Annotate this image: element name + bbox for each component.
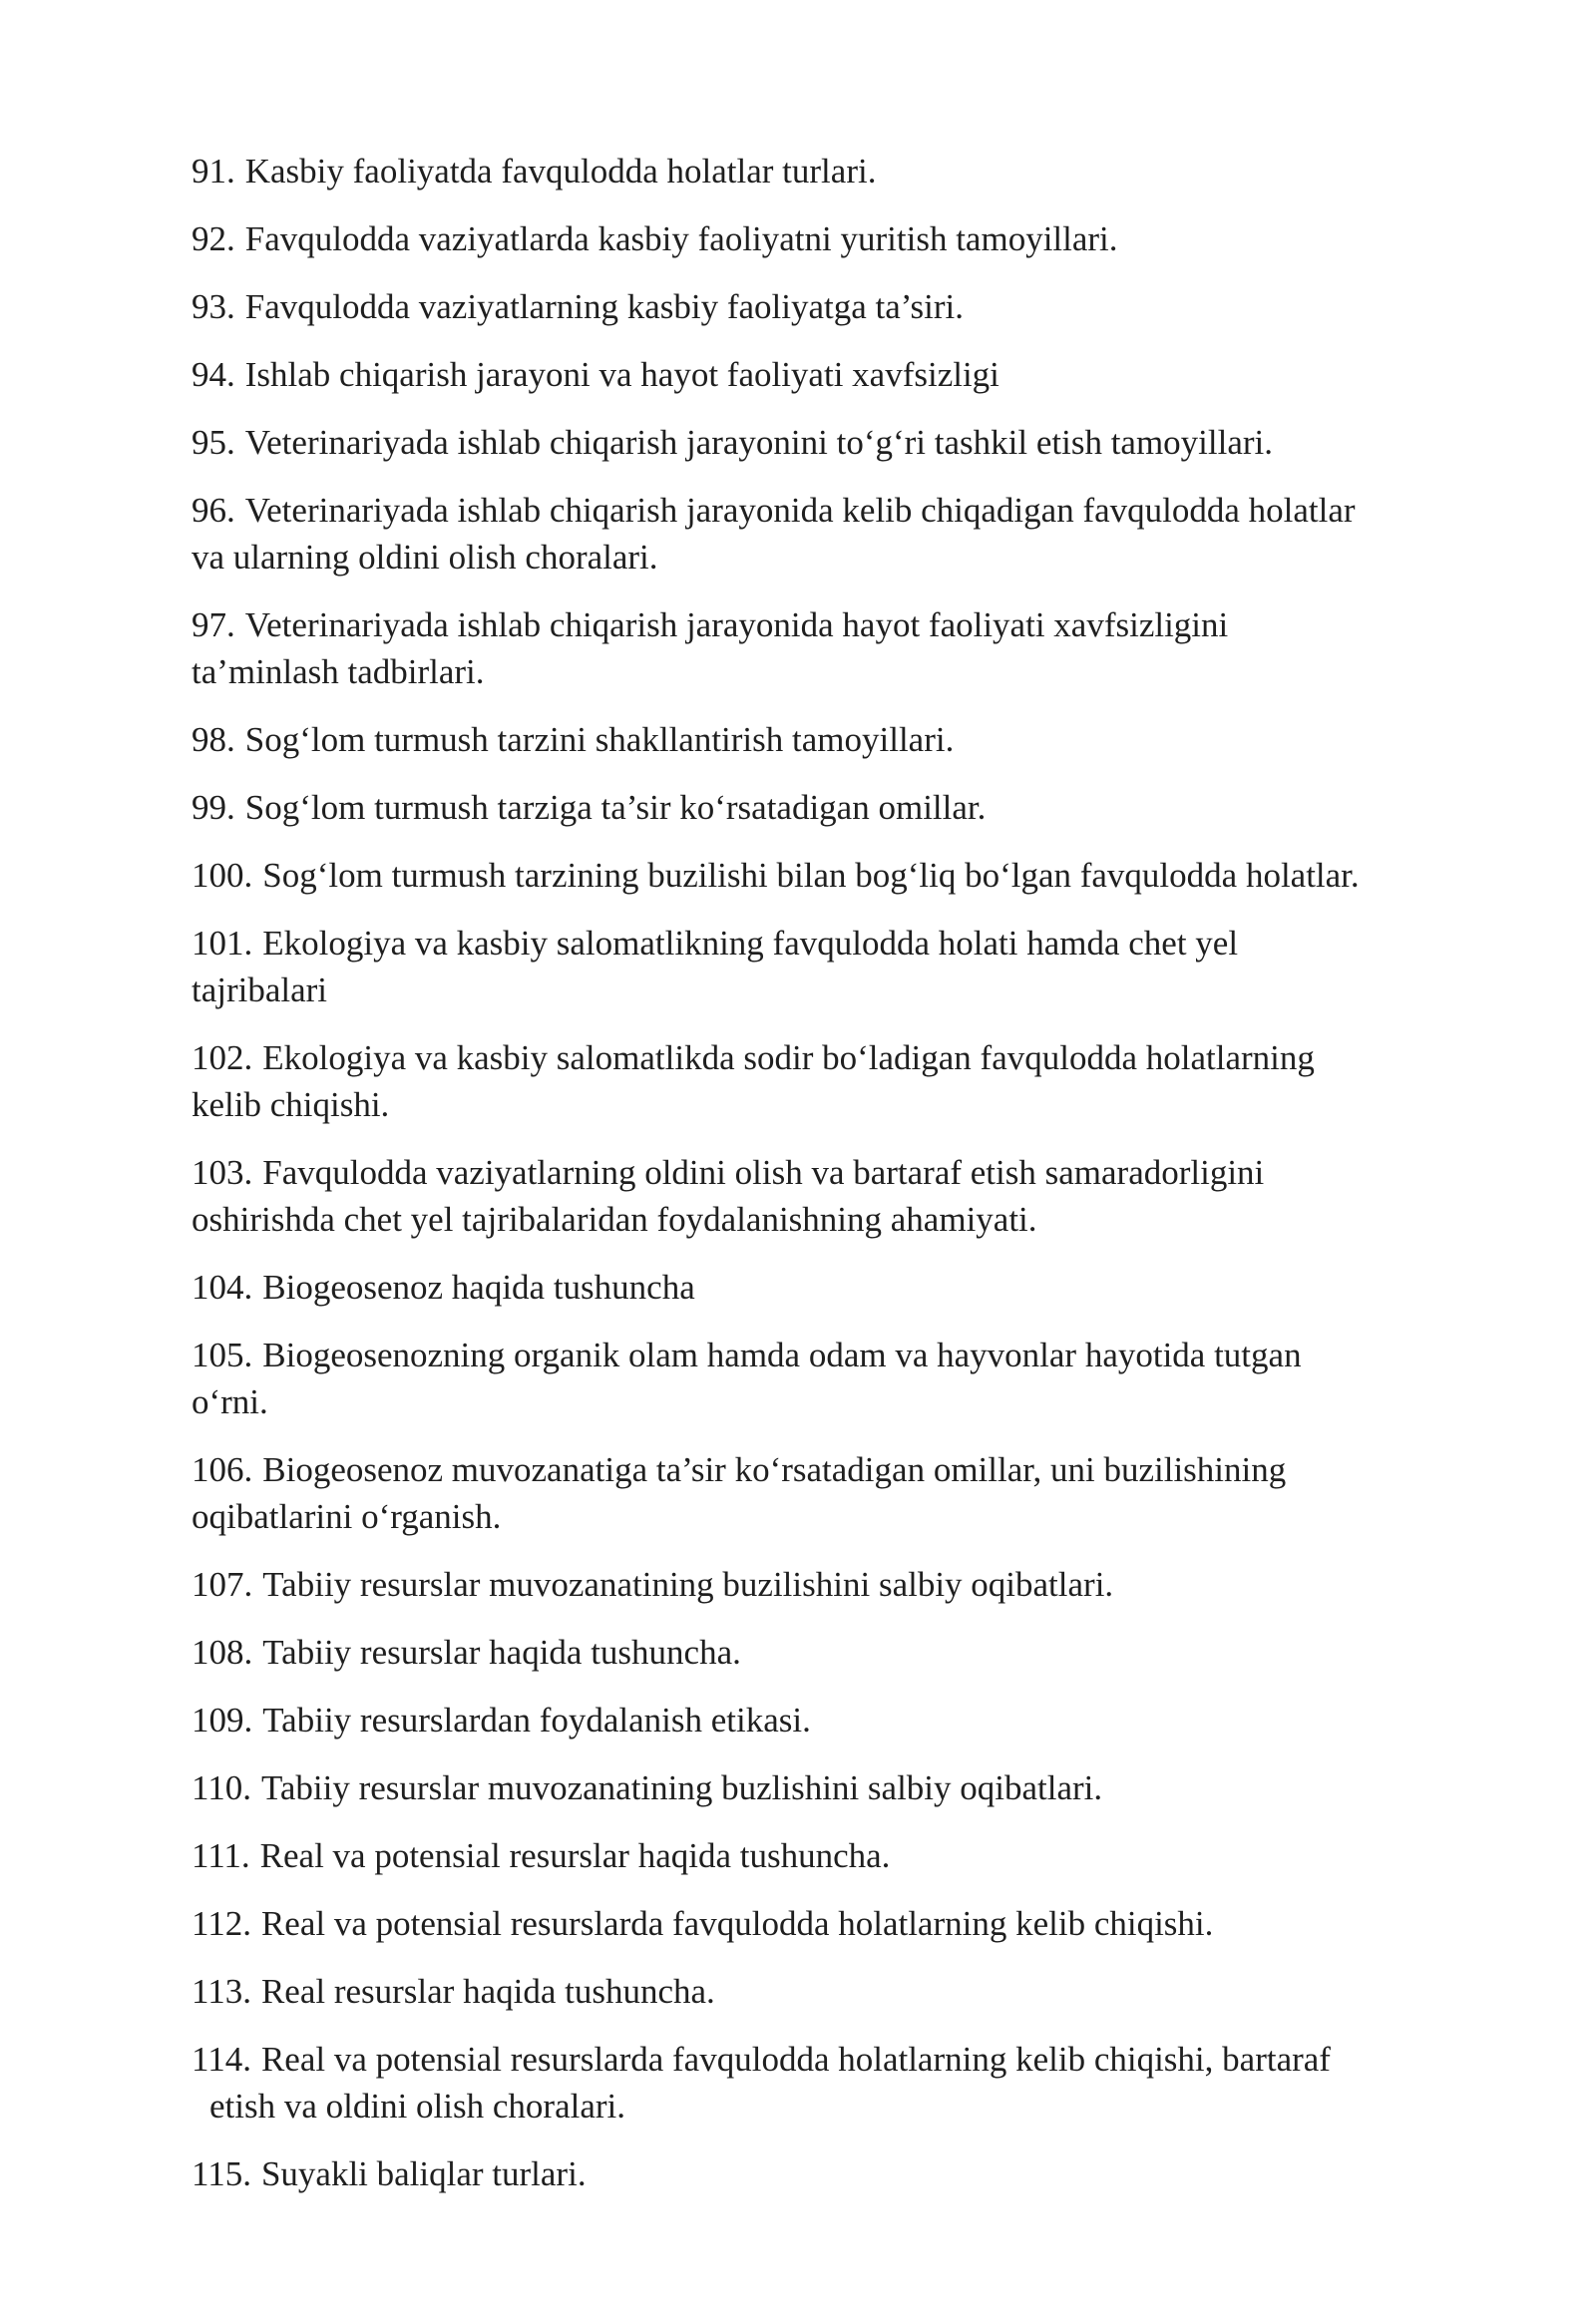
list-item-text: tajribalari <box>192 970 328 1009</box>
list-item-number: 103. <box>192 1153 253 1192</box>
list-item-line <box>192 716 1468 763</box>
list-item-line <box>192 967 1468 1013</box>
list-item-text: Favqulodda vaziyatlarning kasbiy faoliyatga ta’siri. <box>244 287 964 326</box>
list-item-text: Kasbiy faoliyatda favqulodda holatlar turlari. <box>244 152 877 191</box>
list-item <box>192 1968 1468 2015</box>
list-item-line <box>192 2036 1468 2083</box>
list-item-line <box>192 215 1468 262</box>
list-item <box>192 1832 1468 1879</box>
list-item-line <box>192 1968 1468 2015</box>
list-item-line <box>192 1196 1468 1243</box>
list-item-number: 99. <box>192 788 235 827</box>
list-item-line <box>192 487 1468 534</box>
list-item <box>192 2150 1468 2197</box>
list-item <box>192 1561 1468 1608</box>
list-item <box>192 601 1468 695</box>
list-item-number: 91. <box>192 152 235 191</box>
list-item-line <box>192 1081 1468 1128</box>
list-item-line <box>192 283 1468 330</box>
list-item-number: 109. <box>192 1701 253 1740</box>
list-item-text: Favqulodda vaziyatlarning oldini olish va bartaraf etish samaradorligini <box>262 1153 1265 1192</box>
list-item <box>192 283 1468 330</box>
list-item-text: Real va potensial resurslar haqida tushuncha. <box>259 1836 891 1875</box>
list-item-number: 101. <box>192 924 253 963</box>
list-item-text: Ekologiya va kasbiy salomatlikning favqulodda holati hamda chet yel <box>262 924 1239 963</box>
list-item-text: ta’minlash tadbirlari. <box>192 652 485 691</box>
list-item-text: oqibatlarini o‘rganish. <box>192 1497 502 1536</box>
list-item <box>192 1446 1468 1540</box>
list-item-number: 105. <box>192 1336 253 1374</box>
list-item-number: 110. <box>192 1768 251 1807</box>
list-item-line <box>192 648 1468 695</box>
list-item-number: 106. <box>192 1450 253 1489</box>
list-item-text: Ekologiya va kasbiy salomatlikda sodir bo‘ladigan favqulodda holatlarning <box>262 1038 1315 1077</box>
list-item-text: va ularning oldini olish choralari. <box>192 538 658 577</box>
list-item-number: 94. <box>192 355 235 394</box>
list-item-text: etish va oldini olish choralari. <box>209 2087 625 2126</box>
list-item <box>192 148 1468 194</box>
list-item-text: Real resurslar haqida tushuncha. <box>260 1972 715 2011</box>
list-item-text: Tabiiy resurslar muvozanatining buzlishini salbiy oqibatlari. <box>260 1768 1103 1807</box>
list-item-text: Biogeosenoz muvozanatiga ta’sir ko‘rsatadigan omillar, uni buzilishining <box>262 1450 1287 1489</box>
list-item-number: 108. <box>192 1633 253 1672</box>
list-item-line <box>192 1561 1468 1608</box>
list-item <box>192 1034 1468 1128</box>
list-item-number: 93. <box>192 287 235 326</box>
list-item-text: Veterinariyada ishlab chiqarish jarayonida hayot faoliyati xavfsizligini <box>244 605 1229 644</box>
list-item-line <box>192 1332 1468 1378</box>
list-item <box>192 1264 1468 1311</box>
list-item-text: Suyakli baliqlar turlari. <box>260 2154 587 2193</box>
list-item-line <box>192 1900 1468 1947</box>
list-item-text: Veterinariyada ishlab chiqarish jarayonida kelib chiqadigan favqulodda holatlar <box>244 491 1356 530</box>
list-item-line <box>192 1697 1468 1743</box>
list-item-number: 104. <box>192 1268 253 1307</box>
list-item-line <box>192 1629 1468 1676</box>
list-item <box>192 1697 1468 1743</box>
list-item-line <box>192 351 1468 398</box>
question-list <box>192 148 1468 2218</box>
list-item-line <box>192 1264 1468 1311</box>
list-item-text: Biogeosenoz haqida tushuncha <box>262 1268 695 1307</box>
list-item-line <box>192 920 1468 967</box>
list-item-text: Ishlab chiqarish jarayoni va hayot faoliyati xavfsizligi <box>244 355 999 394</box>
list-item-text: Sog‘lom turmush tarzining buzilishi bilan bog‘liq bo‘lgan favqulodda holatlar. <box>262 856 1360 895</box>
list-item <box>192 419 1468 466</box>
list-item-line <box>192 601 1468 648</box>
list-item-text: Tabiiy resurslardan foydalanish etikasi. <box>262 1701 811 1740</box>
list-item <box>192 716 1468 763</box>
list-item-text: Sog‘lom turmush tarzini shakllantirish tamoyillari. <box>244 720 955 759</box>
list-item-text: Real va potensial resurslarda favqulodda holatlarning kelib chiqishi, bartaraf <box>260 2040 1331 2079</box>
list-item-text: o‘rni. <box>192 1382 268 1421</box>
list-item <box>192 215 1468 262</box>
list-item <box>192 351 1468 398</box>
list-item-text: Tabiiy resurslar muvozanatining buzilishini salbiy oqibatlari. <box>262 1565 1114 1604</box>
list-item-number: 100. <box>192 856 253 895</box>
list-item-text: Biogeosenozning organik olam hamda odam va hayvonlar hayotida tutgan <box>262 1336 1302 1374</box>
list-item-number: 98. <box>192 720 235 759</box>
list-item-number: 107. <box>192 1565 253 1604</box>
list-item-line <box>192 1034 1468 1081</box>
list-item-line <box>192 852 1468 899</box>
list-item-line <box>192 784 1468 831</box>
list-item-number: 92. <box>192 219 235 258</box>
list-item-text: Sog‘lom turmush tarziga ta’sir ko‘rsatadigan omillar. <box>244 788 987 827</box>
list-item-number: 113. <box>192 1972 251 2011</box>
list-item-number: 95. <box>192 423 235 462</box>
list-item-line <box>192 1446 1468 1493</box>
list-item-line <box>192 1149 1468 1196</box>
list-item <box>192 1332 1468 1425</box>
list-item-line <box>192 534 1468 581</box>
list-item-number: 97. <box>192 605 235 644</box>
list-item-line <box>192 2150 1468 2197</box>
list-item-text: Real va potensial resurslarda favqulodda holatlarning kelib chiqishi. <box>260 1904 1214 1943</box>
list-item <box>192 487 1468 581</box>
list-item-number: 112. <box>192 1904 251 1943</box>
list-item <box>192 784 1468 831</box>
list-item-line <box>192 1764 1468 1811</box>
list-item-text: kelib chiqishi. <box>192 1085 390 1124</box>
list-item-line <box>192 419 1468 466</box>
list-item <box>192 1900 1468 1947</box>
list-item-text: Veterinariyada ishlab chiqarish jarayonini to‘g‘ri tashkil etish tamoyillari. <box>244 423 1274 462</box>
list-item-line <box>192 2083 1468 2130</box>
list-item <box>192 920 1468 1013</box>
list-item-number: 115. <box>192 2154 251 2193</box>
list-item-line <box>192 1493 1468 1540</box>
list-item <box>192 2036 1468 2130</box>
list-item-line <box>192 1378 1468 1425</box>
list-item-number: 102. <box>192 1038 253 1077</box>
list-item <box>192 1764 1468 1811</box>
list-item-text: Tabiiy resurslar haqida tushuncha. <box>262 1633 741 1672</box>
list-item <box>192 1149 1468 1243</box>
list-item-text: oshirishda chet yel tajribalaridan foydalanishning ahamiyati. <box>192 1200 1037 1239</box>
list-item-text: Favqulodda vaziyatlarda kasbiy faoliyatni yuritish tamoyillari. <box>244 219 1118 258</box>
list-item-number: 114. <box>192 2040 251 2079</box>
list-item-line <box>192 1832 1468 1879</box>
list-item-line <box>192 148 1468 194</box>
list-item <box>192 1629 1468 1676</box>
list-item-number: 96. <box>192 491 235 530</box>
list-item-number: 111. <box>192 1836 250 1875</box>
list-item <box>192 852 1468 899</box>
